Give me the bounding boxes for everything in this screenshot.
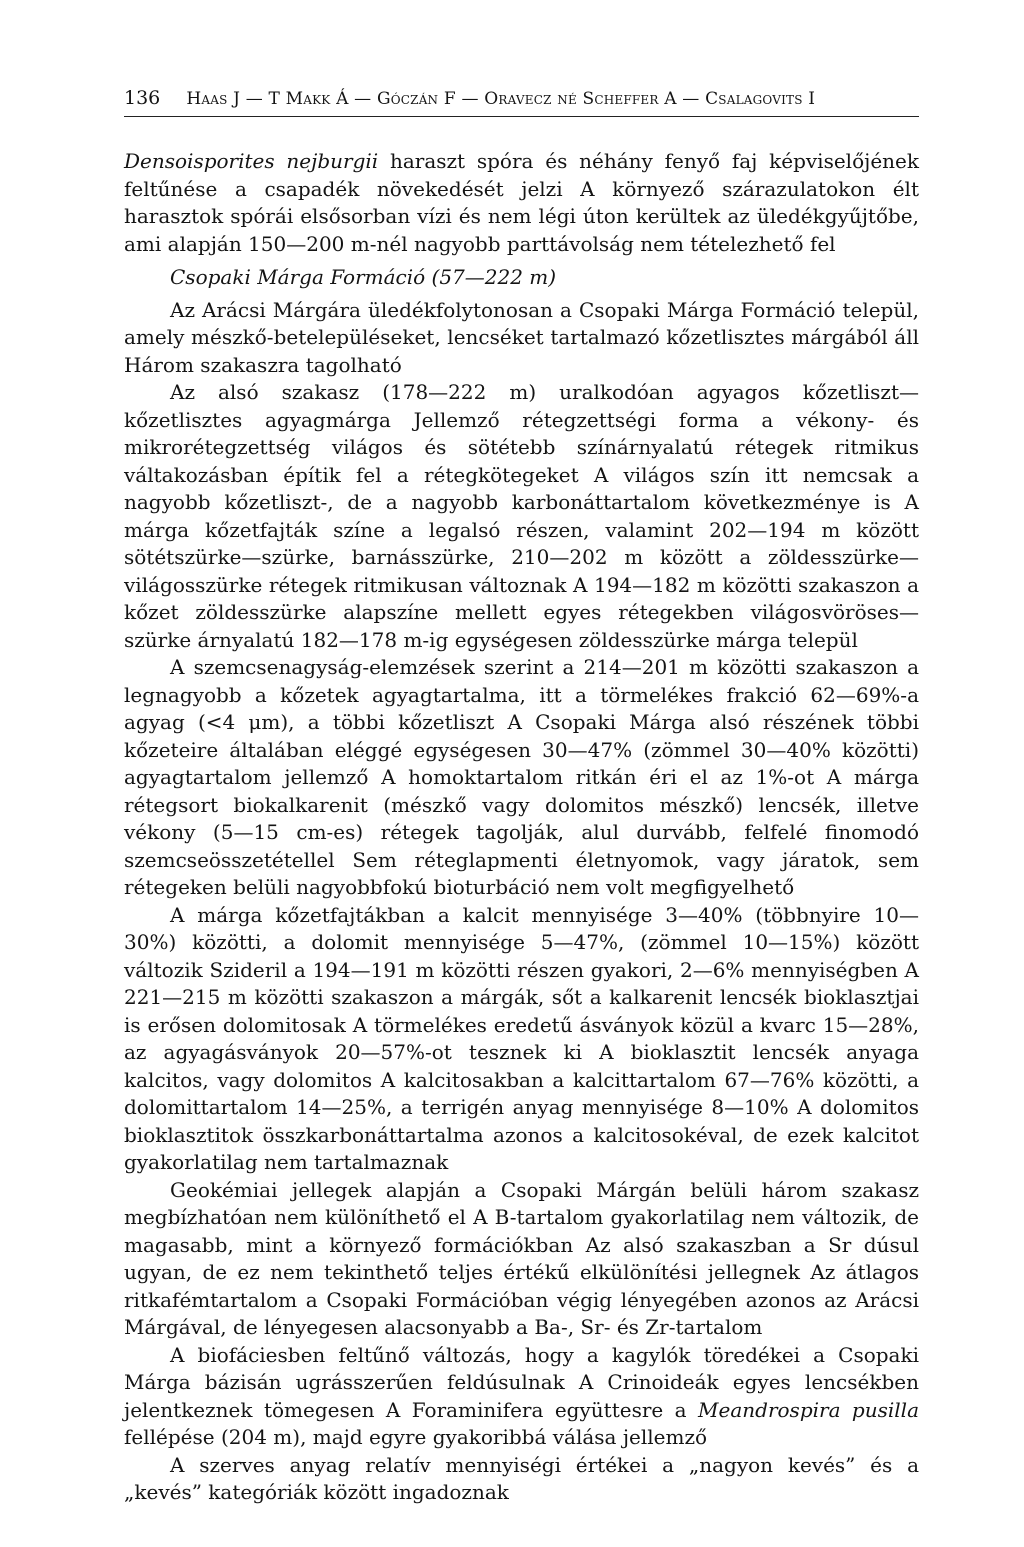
paragraph: A márga kőzetfajtákban a kalcit mennyisége 3—40% (többnyire 10—30%) közötti, a dolomit mennyisége 5—47%, (zömmel 10—15%) között változik Szideril a 194—191 m közötti részen gyakori, 2—6% mennyiségben A 221—215 m közötti szakaszon a márgák, sőt a kalkarenit lencsék bioklasztjai is erősen dolomitosak A törmelékes eredetű ásványok közül a kvarc 15—28%, az agyagásványok 20—57%-ot tesznek ki A bioklasztit lencsék anyaga kalcitos, vagy dolomitos A kalcitosakban a kalcittartalom 67—76% közötti, a dolomittartalom 14—25%, a terrigén anyag mennyisége 8—10% A dolomitos bioklasztitok összkarbonáttartalma azonos a kalcitosokéval, de ezek kalcitot gyakorlatilag nem tartalmaznak — [124, 902, 919, 1174]
paragraph: Geokémiai jellegek alapján a Csopaki Márgán belüli három szakasz megbízhatóan nem különíthető el A B-tartalom gyakorlatilag nem változik, de magasabb, mint a környező formációkban Az alsó szakaszban a Sr dúsul ugyan, de ez nem tekinthető teljes értékű elkülönítési jellegnek Az átlagos ritkafémtartalom a Csopaki Formációban végig lényegében azonos az Arácsi Márgával, de lényegesen alacsonyabb a Ba-, Sr- és Zr-tartalom — [124, 1177, 919, 1339]
article-body — [124, 148, 919, 1507]
header-rule — [124, 116, 919, 117]
paragraph — [124, 148, 919, 258]
page-number: 136 — [124, 87, 161, 109]
running-header — [124, 86, 919, 111]
paragraph: Az alsó szakasz (178—222 m) uralkodóan agyagos kőzetliszt—kőzetlisztes agyagmárga Jellemző rétegzettségi forma a vékony- és mikrorétegzettség világos és sötétebb színárnyalatú rétegek ritmikus váltakozásban építik fel a rétegkötegeket A világos szín itt nemcsak a nagyobb kőzetliszt-, de a nagyobb karbonáttartalom következménye is A márga kőzetfajták színe a legalsó részen, valamint 202—194 m között sötétszürke—szürke, barnásszürke, 210—202 m között a zöldesszürke—világosszürke rétegek ritmikusan változnak A 194—182 m közötti szakaszon a kőzet zöldesszürke alapszíne mellett egyes rétegekben világosvöröses—szürke árnyalatú 182—178 m-ig egységesen zöldesszürke márga települ — [124, 380, 919, 652]
section-heading: Csopaki Márga Formáció (57—222 m) — [170, 265, 557, 289]
paragraph — [124, 1342, 919, 1452]
taxon-name: Meandrospira pusilla — [698, 1397, 919, 1422]
paragraph-text: A biofáciesben feltűnő változás, hogy a kagylók töredékei a Csopaki Márga bázisán ugrásszerűen feldúsulnak A Crinoideák egyes lencsékben jelentkeznek tömegesen A Foraminifera együttesre a — [124, 1342, 919, 1422]
paragraph: A szemcsenagyság-elemzések szerint a 214—201 m közötti szakaszon a legnagyobb a kőzetek agyagtartalma, itt a törmelékes frakció 62—69%-a agyag (<4 μm), a többi kőzetliszt A Csopaki Márga alsó részének többi kőzeteire általában eléggé egységesen 30—47% (zömmel 30—40% közötti) agyagtartalom jellemző A homoktartalom ritkán éri el az 1%-ot A márga rétegsort biokalkarenit (mészkő vagy dolomitos mészkő) lencsék, illetve vékony (5—15 cm-es) rétegek tagolják, alul durvább, felfelé finomodó szemcseösszetétellel Sem réteglapmenti életnyomok, vagy járatok, sem rétegeken belüli nagyobbfokú bioturbáció nem volt megfigyelhető — [124, 655, 919, 899]
taxon-name: Densoisporites nejburgii — [124, 149, 379, 173]
paragraph: Az Arácsi Márgára üledékfolytonosan a Csopaki Márga Formáció települ, amely mészkő-betelepüléseket, lencséket tartalmazó kőzetlisztes márgából áll Három szakaszra tagolható — [124, 297, 919, 377]
paragraph-text: haraszt spóra és néhány fenyő faj képviselőjének feltűnése a csapadék növekedését jelzi A környező szárazulatokon élt harasztok spórái elsősorban vízi és nem légi úton kerültek az üledékgyűjtőbe, ami alapján 150—200 m-nél nagyobb parttávolság nem tételezhető fel — [124, 149, 919, 256]
header-authors: Haas J — T Makk Á — Góczán F — Oravecz né Scheffer A — Csalagovits I — [186, 89, 816, 109]
paragraph: A szerves anyag relatív mennyiségi értékei a „nagyon kevés” és a „kevés” kategóriák között ingadoznak — [124, 1452, 919, 1504]
paragraph-text: fellépése (204 m), majd egyre gyakoribbá válása jellemző — [124, 1425, 708, 1449]
